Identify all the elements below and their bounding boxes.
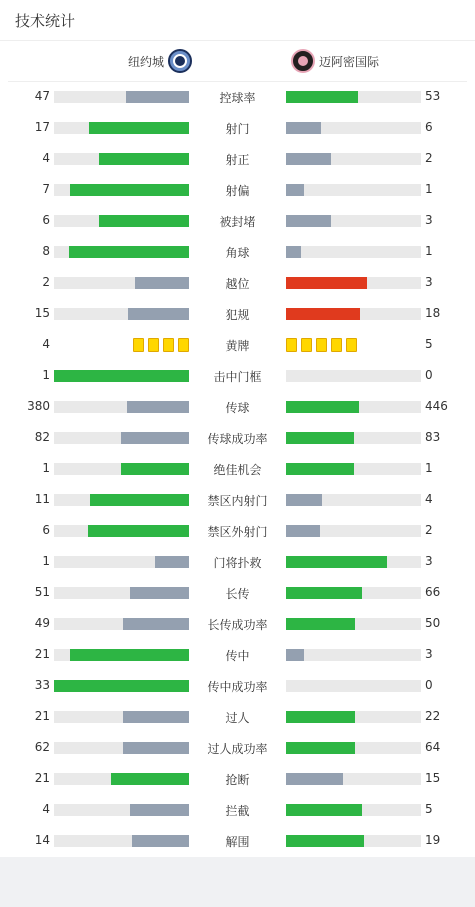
home-bar-fill [128, 308, 189, 320]
home-bar-track [54, 587, 189, 599]
away-value: 64 [425, 740, 441, 754]
away-bar-track [286, 122, 421, 134]
away-value: 2 [425, 523, 433, 537]
home-team-logo-icon [168, 49, 192, 73]
away-value: 19 [425, 833, 441, 847]
stat-label: 射正 [225, 153, 250, 167]
away-yellow-cards [286, 338, 357, 352]
home-value: 1 [42, 554, 50, 568]
home-bar-track [54, 91, 189, 103]
stat-row [0, 82, 475, 113]
away-bar-fill [286, 587, 362, 599]
home-bar-fill [130, 804, 189, 816]
home-bar-fill [123, 742, 189, 754]
away-value: 53 [425, 89, 441, 103]
away-value: 3 [425, 647, 433, 661]
home-value: 33 [34, 678, 50, 692]
home-value: 4 [42, 337, 50, 351]
away-value: 1 [425, 461, 433, 475]
stat-row [0, 268, 475, 299]
away-bar-track [286, 215, 421, 227]
home-bar-fill [111, 773, 189, 785]
home-value: 21 [34, 647, 50, 661]
home-bar-fill [127, 401, 189, 413]
away-bar-track [286, 835, 421, 847]
away-bar-track [286, 277, 421, 289]
home-value: 21 [34, 771, 50, 785]
home-bar-track [54, 711, 189, 723]
away-bar-track [286, 649, 421, 661]
stat-label: 射偏 [225, 184, 250, 198]
stat-row [0, 764, 475, 795]
home-bar-track [54, 215, 189, 227]
home-bar-track [54, 432, 189, 444]
yellow-card-icon [148, 338, 159, 352]
away-value: 5 [425, 337, 433, 351]
away-bar-track [286, 742, 421, 754]
away-bar-track [286, 556, 421, 568]
away-bar-track [286, 246, 421, 258]
away-value: 3 [425, 275, 433, 289]
home-bar-fill [99, 215, 189, 227]
away-bar-track [286, 91, 421, 103]
stat-label: 长传成功率 [207, 618, 268, 632]
home-bar-track [54, 494, 189, 506]
away-bar-track [286, 587, 421, 599]
home-bar-track [54, 804, 189, 816]
away-bar-track [286, 308, 421, 320]
away-bar-fill [286, 308, 360, 320]
stat-label: 传中 [225, 649, 250, 663]
yellow-card-icon [301, 338, 312, 352]
away-value: 18 [425, 306, 441, 320]
away-bar-fill [286, 246, 301, 258]
away-value: 0 [425, 678, 433, 692]
home-bar-fill [121, 432, 189, 444]
section-header [0, 0, 475, 41]
home-bar-fill [99, 153, 189, 165]
away-team-name: 迈阿密国际 [319, 54, 380, 69]
home-bar-track [54, 618, 189, 630]
away-value: 22 [425, 709, 441, 723]
away-bar-track [286, 153, 421, 165]
stat-label: 禁区外射门 [207, 525, 268, 539]
away-value: 83 [425, 430, 441, 444]
home-bar-track [54, 122, 189, 134]
home-bar-track [54, 649, 189, 661]
stat-label: 控球率 [219, 91, 256, 105]
away-bar-fill [286, 91, 358, 103]
stat-row [0, 392, 475, 423]
home-bar-track [54, 401, 189, 413]
home-bar-fill [123, 618, 189, 630]
home-bar-track [54, 370, 189, 382]
yellow-card-icon [316, 338, 327, 352]
stat-row [0, 671, 475, 702]
home-value: 7 [42, 182, 50, 196]
stat-label: 越位 [225, 277, 250, 291]
stat-row [0, 795, 475, 826]
away-bar-track [286, 370, 421, 382]
stat-row [0, 640, 475, 671]
away-bar-track [286, 463, 421, 475]
away-value: 50 [425, 616, 441, 630]
home-value: 49 [34, 616, 50, 630]
stat-row [0, 547, 475, 578]
stat-label: 击中门框 [213, 370, 262, 384]
home-value: 51 [34, 585, 50, 599]
home-bar-fill [70, 184, 189, 196]
stat-row [0, 113, 475, 144]
stat-label: 射门 [225, 122, 250, 136]
stat-label: 长传 [225, 587, 250, 601]
stat-label: 过人 [225, 711, 250, 725]
away-bar-track [286, 432, 421, 444]
stat-label: 过人成功率 [207, 742, 268, 756]
away-bar-track [286, 773, 421, 785]
yellow-card-icon [133, 338, 144, 352]
away-value: 4 [425, 492, 433, 506]
home-team[interactable] [128, 49, 192, 73]
home-value: 380 [27, 399, 50, 413]
away-value: 66 [425, 585, 441, 599]
home-bar-track [54, 742, 189, 754]
away-bar-fill [286, 153, 331, 165]
home-bar-track [54, 308, 189, 320]
home-bar-track [54, 463, 189, 475]
stat-row [0, 237, 475, 268]
away-bar-fill [286, 773, 343, 785]
away-bar-track [286, 401, 421, 413]
away-bar-track [286, 804, 421, 816]
away-value: 6 [425, 120, 433, 134]
home-bar-fill [126, 91, 189, 103]
away-value: 2 [425, 151, 433, 165]
away-bar-fill [286, 401, 359, 413]
yellow-card-icon [346, 338, 357, 352]
home-bar-track [54, 773, 189, 785]
yellow-card-icon [163, 338, 174, 352]
stat-row [0, 330, 475, 361]
stat-row [0, 423, 475, 454]
away-bar-fill [286, 463, 354, 475]
home-value: 14 [34, 833, 50, 847]
home-bar-fill [70, 649, 189, 661]
stat-row [0, 609, 475, 640]
away-value: 5 [425, 802, 433, 816]
stat-row [0, 516, 475, 547]
teams-header [8, 41, 467, 82]
away-bar-fill [286, 618, 355, 630]
away-value: 3 [425, 554, 433, 568]
stat-label: 门将扑救 [213, 556, 262, 570]
stat-row [0, 361, 475, 392]
home-value: 2 [42, 275, 50, 289]
away-value: 1 [425, 244, 433, 258]
stat-label: 角球 [225, 246, 250, 260]
stat-label: 禁区内射门 [207, 494, 268, 508]
home-value: 4 [42, 802, 50, 816]
stat-label: 抢断 [225, 773, 250, 787]
stat-row [0, 144, 475, 175]
home-value: 8 [42, 244, 50, 258]
home-value: 82 [34, 430, 50, 444]
away-bar-track [286, 494, 421, 506]
home-value: 6 [42, 523, 50, 537]
home-bar-fill [88, 525, 189, 537]
yellow-card-icon [286, 338, 297, 352]
stat-row [0, 485, 475, 516]
away-bar-fill [286, 432, 354, 444]
home-value: 1 [42, 461, 50, 475]
away-bar-fill [286, 804, 362, 816]
home-value: 47 [34, 89, 50, 103]
stat-label: 传球 [225, 401, 250, 415]
away-bar-track [286, 711, 421, 723]
home-bar-track [54, 153, 189, 165]
home-bar-fill [54, 370, 189, 382]
stat-row [0, 578, 475, 609]
away-value: 15 [425, 771, 441, 785]
home-value: 21 [34, 709, 50, 723]
home-bar-fill [130, 587, 189, 599]
away-bar-track [286, 680, 421, 692]
stat-row [0, 175, 475, 206]
home-bar-track [54, 277, 189, 289]
home-bar-fill [90, 494, 189, 506]
away-team-logo-icon [291, 49, 315, 73]
section-title: 技术统计 [15, 12, 76, 30]
away-bar-fill [286, 215, 331, 227]
home-bar-track [54, 835, 189, 847]
stat-label: 解围 [225, 835, 250, 849]
away-bar-fill [286, 742, 355, 754]
stat-row [0, 299, 475, 330]
away-bar-fill [286, 556, 387, 568]
away-value: 3 [425, 213, 433, 227]
away-bar-fill [286, 277, 367, 289]
home-value: 17 [34, 120, 50, 134]
home-value: 6 [42, 213, 50, 227]
home-value: 1 [42, 368, 50, 382]
home-team-name: 纽约城 [127, 54, 164, 69]
away-bar-track [286, 184, 421, 196]
home-bar-track [54, 184, 189, 196]
away-bar-fill [286, 835, 364, 847]
home-bar-track [54, 246, 189, 258]
home-bar-fill [155, 556, 189, 568]
yellow-card-icon [331, 338, 342, 352]
away-bar-track [286, 618, 421, 630]
stat-row [0, 826, 475, 857]
away-bar-fill [286, 184, 304, 196]
away-team[interactable] [291, 49, 379, 73]
stat-label: 黄牌 [225, 339, 250, 353]
home-bar-track [54, 556, 189, 568]
away-value: 446 [425, 399, 448, 413]
away-bar-fill [286, 525, 320, 537]
away-bar-fill [286, 494, 322, 506]
home-bar-fill [132, 835, 189, 847]
stat-label: 犯规 [225, 308, 250, 322]
away-value: 1 [425, 182, 433, 196]
home-bar-track [54, 525, 189, 537]
home-bar-track [54, 680, 189, 692]
stat-row [0, 702, 475, 733]
stat-label: 被封堵 [219, 215, 256, 229]
away-value: 0 [425, 368, 433, 382]
stat-label: 拦截 [225, 804, 250, 818]
home-bar-fill [89, 122, 189, 134]
home-value: 62 [34, 740, 50, 754]
away-bar-fill [286, 122, 321, 134]
yellow-card-icon [178, 338, 189, 352]
home-bar-fill [123, 711, 189, 723]
home-bar-fill [121, 463, 189, 475]
home-value: 15 [34, 306, 50, 320]
home-bar-fill [54, 680, 189, 692]
away-bar-fill [286, 649, 304, 661]
stat-label: 绝佳机会 [213, 463, 262, 477]
stat-label: 传中成功率 [207, 680, 268, 694]
home-bar-fill [135, 277, 189, 289]
home-bar-fill [69, 246, 189, 258]
stat-label: 传球成功率 [207, 432, 268, 446]
away-bar-track [286, 525, 421, 537]
away-bar-fill [286, 711, 355, 723]
home-yellow-cards [133, 338, 189, 352]
home-value: 4 [42, 151, 50, 165]
stat-row [0, 733, 475, 764]
stat-row [0, 206, 475, 237]
stat-row [0, 454, 475, 485]
home-value: 11 [34, 492, 50, 506]
